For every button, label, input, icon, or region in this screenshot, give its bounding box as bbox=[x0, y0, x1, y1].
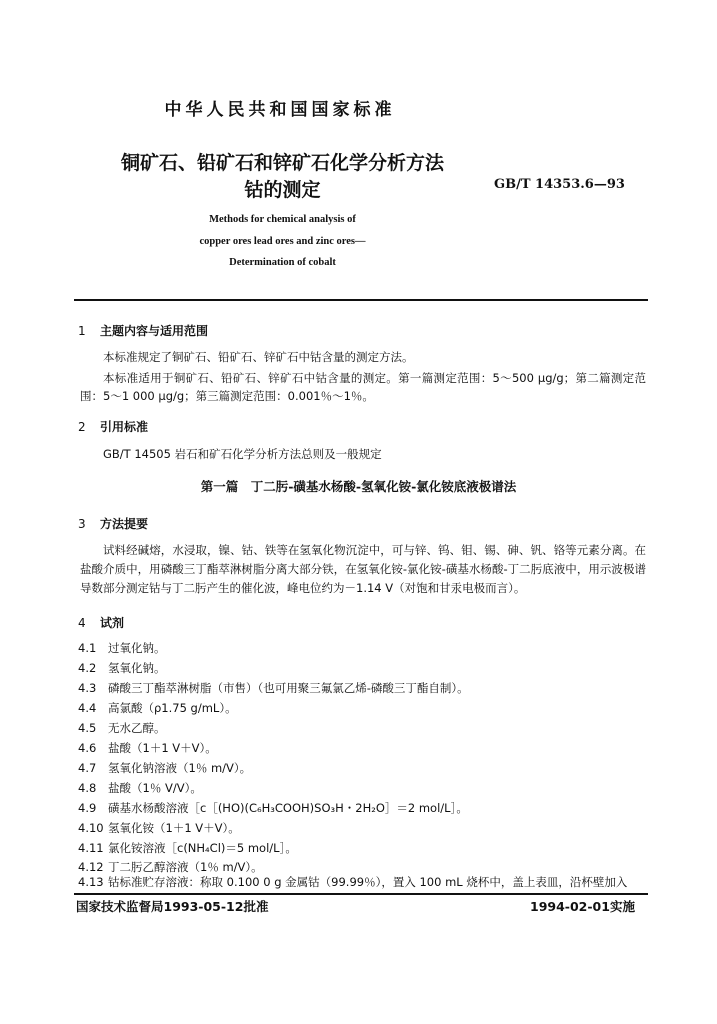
section-number: 1 bbox=[78, 324, 86, 338]
reagent-text: 磺基水杨酸溶液［c［(HO)(C₆H₃COOH)SO₃H・2H₂O］＝2 mol/L］。 bbox=[108, 801, 468, 815]
section-title: 主题内容与适用范围 bbox=[100, 324, 209, 338]
english-title-line-3: Determination of cobalt bbox=[229, 257, 336, 268]
reagent-number: 4.7 bbox=[78, 761, 97, 775]
reagent-text: 盐酸（1＋1 V＋V）。 bbox=[108, 741, 217, 755]
reagent-item bbox=[78, 680, 469, 696]
reagent-text: 无水乙醇。 bbox=[108, 721, 166, 735]
section-3-heading bbox=[78, 515, 148, 532]
reagent-item bbox=[78, 840, 297, 856]
reagent-number: 4.2 bbox=[78, 661, 97, 675]
reagent-text: 钴标准贮存溶液：称取 0.100 0 g 金属钴（99.99％），置入 100 mL 烧杯中，盖上表皿，沿杯壁加入 bbox=[108, 875, 628, 889]
reagent-text: 丁二肟乙醇溶液（1％ m/V）。 bbox=[108, 860, 263, 874]
standard-number: GB/T 14353.6—93 bbox=[494, 177, 625, 192]
reagent-item bbox=[78, 859, 263, 875]
english-title-line-1: Methods for chemical analysis of bbox=[209, 214, 356, 225]
section-number: 2 bbox=[78, 420, 86, 434]
reagent-item bbox=[78, 800, 468, 816]
section-title: 方法提要 bbox=[100, 517, 149, 531]
reagent-text: 氢氧化钠。 bbox=[108, 661, 166, 675]
reagent-number: 4.12 bbox=[78, 860, 104, 874]
section-number: 3 bbox=[78, 517, 86, 531]
reagent-text: 氢氧化钠溶液（1％ m/V）。 bbox=[108, 761, 252, 775]
section-number: 4 bbox=[78, 616, 86, 630]
reagent-item bbox=[78, 780, 202, 796]
reagent-text: 过氧化钠。 bbox=[108, 641, 166, 655]
issuing-body: 中华人民共和国国家标准 bbox=[164, 100, 396, 120]
part-1-heading: 第一篇 丁二肟-磺基水杨酸-氢氧化铵-氯化铵底液极谱法 bbox=[200, 479, 517, 494]
reagent-item bbox=[78, 740, 217, 756]
reagent-number: 4.11 bbox=[78, 841, 104, 855]
reagent-number: 4.3 bbox=[78, 681, 97, 695]
section-title: 试剂 bbox=[100, 616, 125, 630]
section-4-heading bbox=[78, 614, 124, 631]
reagent-text: 氯化铵溶液［c(NH₄Cl)＝5 mol/L］。 bbox=[108, 841, 297, 855]
section-1-heading bbox=[78, 322, 208, 339]
section-title: 引用标准 bbox=[100, 420, 149, 434]
reagent-text: 氢氧化铵（1＋1 V＋V）。 bbox=[108, 821, 240, 835]
reagent-number: 4.5 bbox=[78, 721, 97, 735]
reagent-number: 4.1 bbox=[78, 641, 97, 655]
implementation-date: 1994-02-01实施 bbox=[530, 899, 635, 914]
reagent-item bbox=[78, 720, 166, 736]
top-rule bbox=[74, 299, 648, 301]
section-3-paragraph: 试料经碱熔，水浸取，镍、钴、铁等在氢氧化物沉淀中，可与锌、钨、钼、锡、砷、钒、铬等元素分离。在盐酸介质中，用磷酸三丁酯萃淋树脂分离大部分铁，在氢氧化铵-氯化铵-磺基水杨酸-丁二肟底液中，用示波极谱导数部分测定钴与丁二肟产生的催化波，峰电位约为－1.14 V（对饱和甘汞电极而言）。 bbox=[80, 543, 646, 595]
reagent-number: 4.6 bbox=[78, 741, 97, 755]
reagent-number: 4.13 bbox=[78, 875, 104, 889]
reagent-number: 4.4 bbox=[78, 701, 97, 715]
reagent-text: 盐酸（1％ V/V）。 bbox=[108, 781, 202, 795]
normative-reference: GB/T 14505 岩石和矿石化学分析方法总则及一般规定 bbox=[103, 447, 382, 461]
reagent-item bbox=[78, 660, 166, 676]
reagent-number: 4.9 bbox=[78, 801, 97, 815]
reagent-text: 磷酸三丁酯萃淋树脂（市售）（也可用聚三氟氯乙烯-磷酸三丁酯自制）。 bbox=[108, 681, 469, 695]
reagent-item bbox=[78, 820, 240, 836]
english-title-line-2: copper ores lead ores and zinc ores— bbox=[199, 236, 366, 247]
section-1-paragraph-1: 本标准规定了铜矿石、铅矿石、锌矿石中钴含量的测定方法。 bbox=[103, 350, 414, 364]
reagent-number: 4.10 bbox=[78, 821, 104, 835]
section-1-paragraph-2: 本标准适用于铜矿石、铅矿石、锌矿石中钴含量的测定。第一篇测定范围：5～500 μg/g；第二篇测定范围：5～1 000 μg/g；第三篇测定范围：0.001％～1％。 bbox=[80, 371, 646, 403]
section-2-heading bbox=[78, 418, 148, 435]
title-line-2: 钴的测定 bbox=[244, 179, 321, 201]
approval-date: 国家技术监督局1993-05-12批准 bbox=[76, 899, 269, 914]
reagent-item bbox=[78, 700, 237, 716]
reagent-item bbox=[78, 874, 627, 890]
reagent-item bbox=[78, 760, 251, 776]
reagent-item bbox=[78, 640, 166, 656]
reagent-number: 4.8 bbox=[78, 781, 97, 795]
reagent-text: 高氯酸（ρ1.75 g/mL）。 bbox=[108, 701, 237, 715]
footer-rule bbox=[74, 893, 648, 895]
title-line-1: 铜矿石、铅矿石和锌矿石化学分析方法 bbox=[120, 152, 444, 174]
